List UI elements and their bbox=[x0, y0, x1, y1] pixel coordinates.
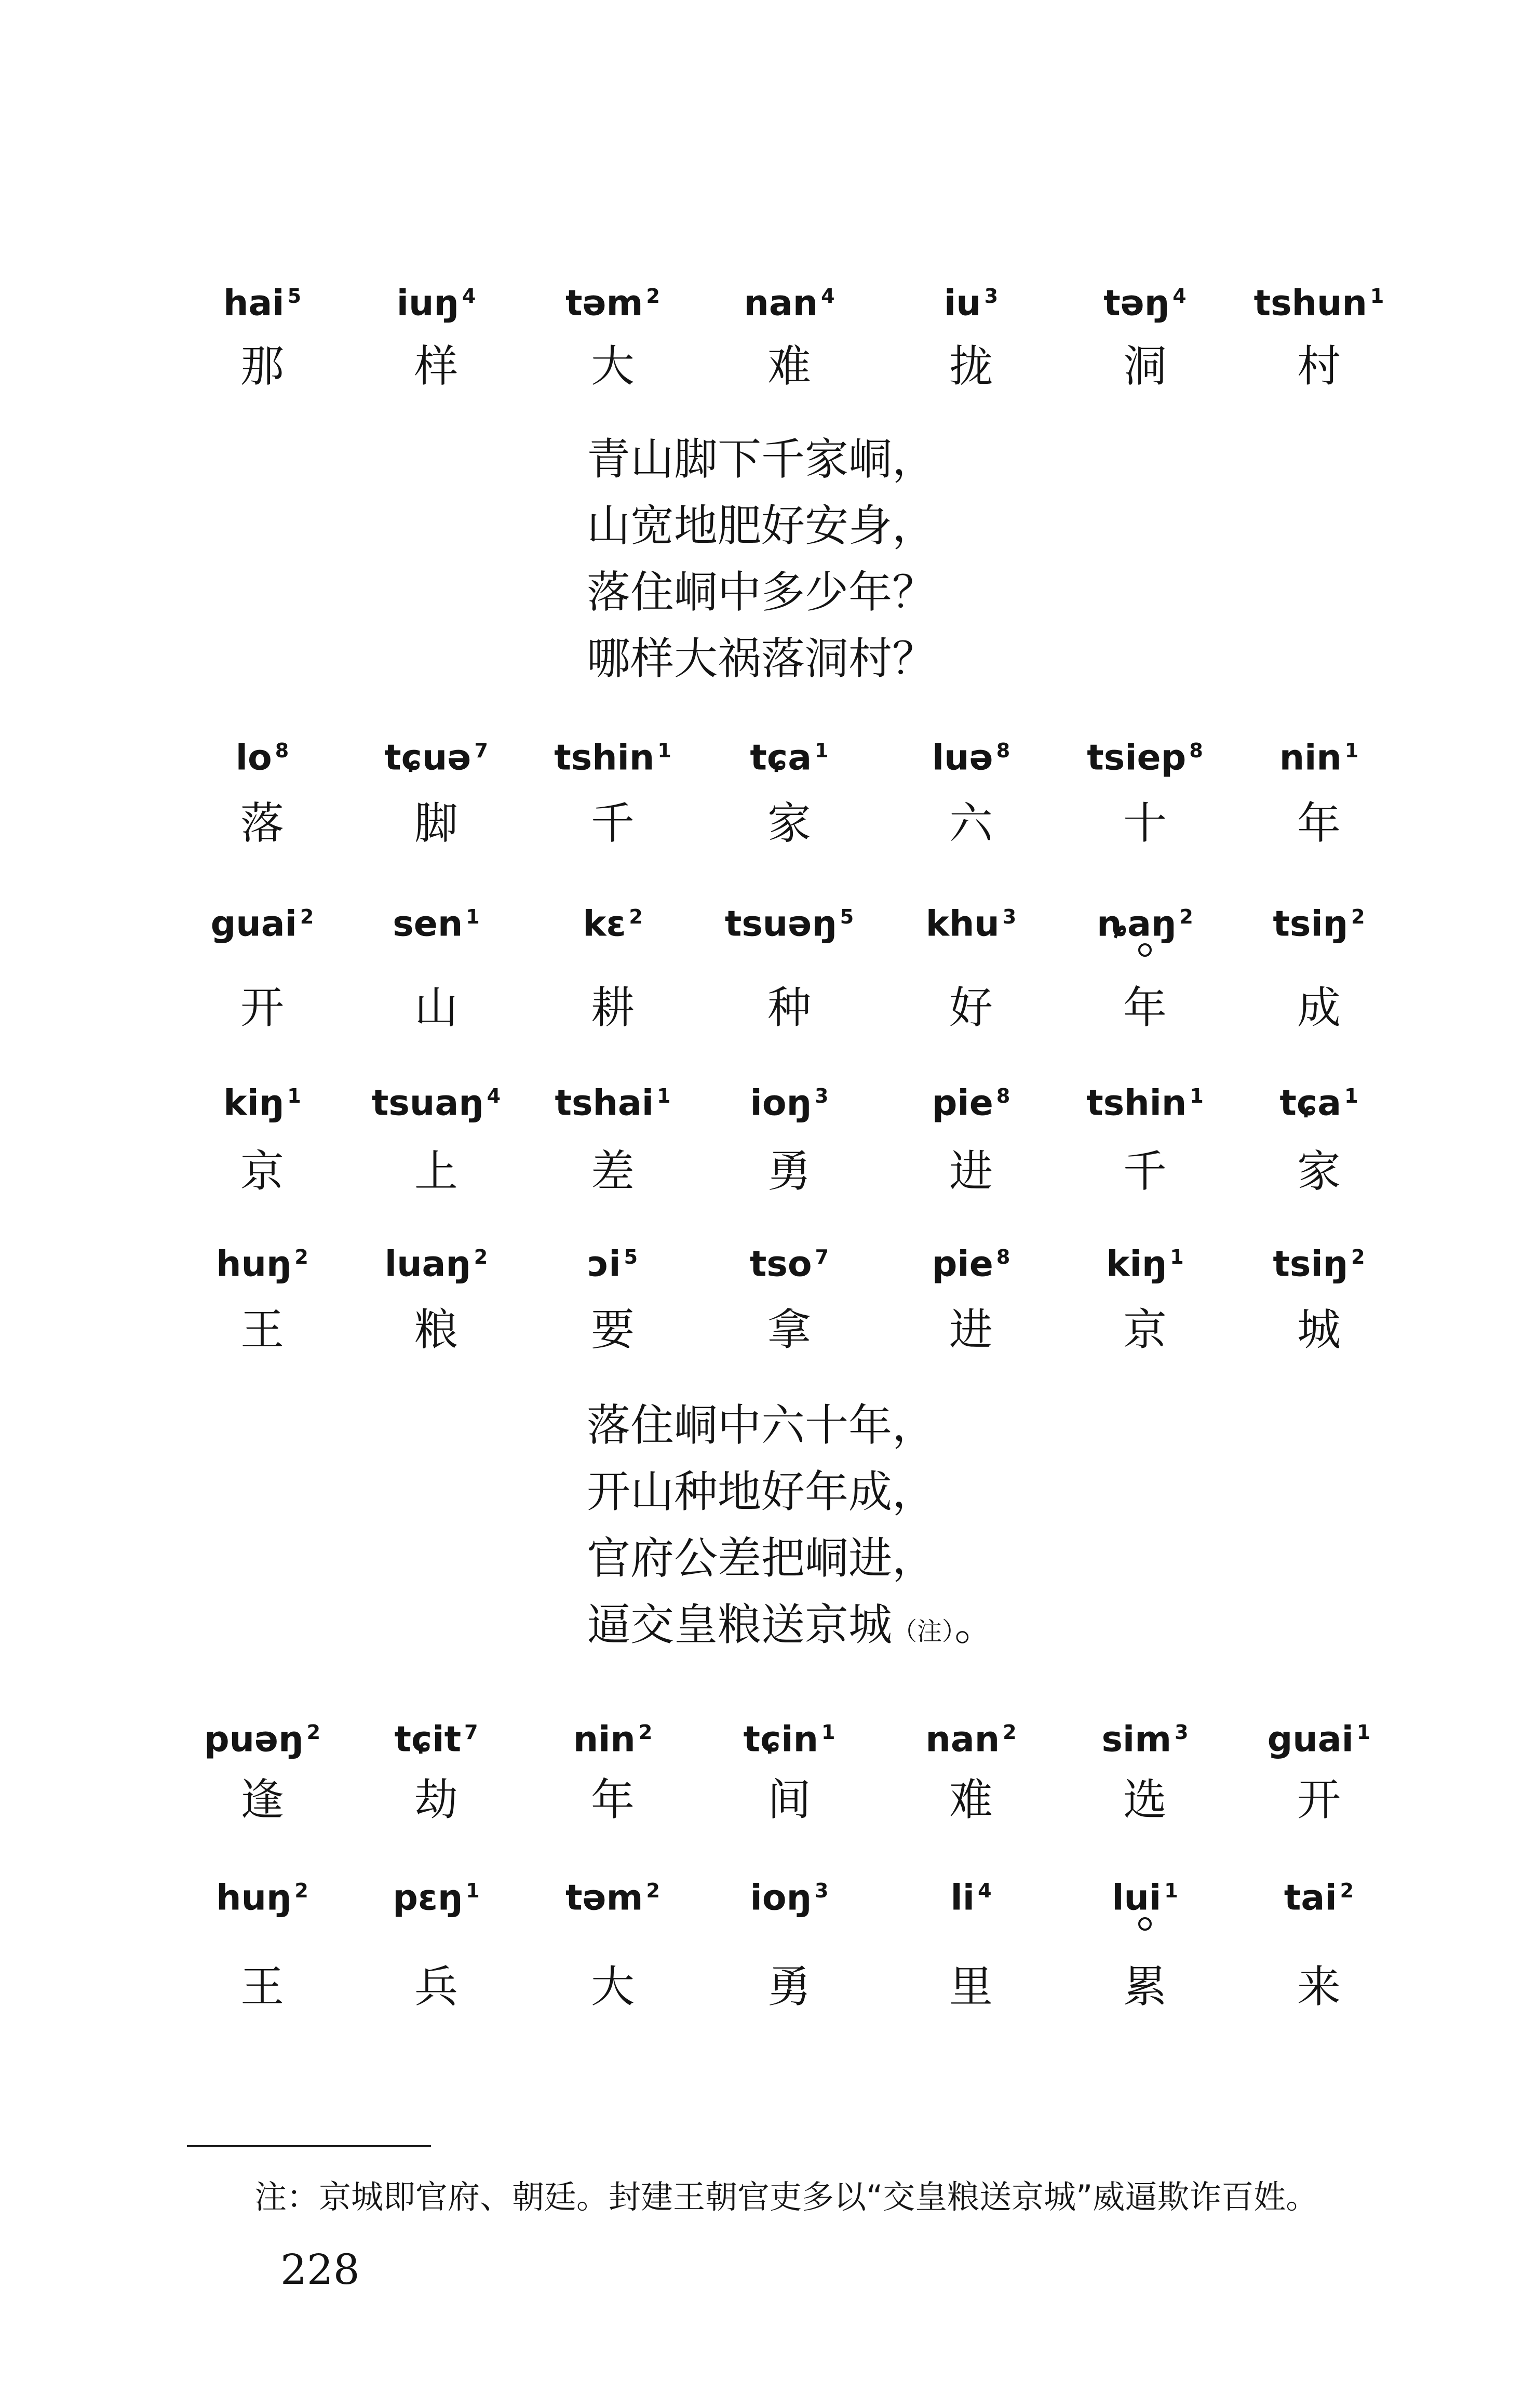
chinese-character: 难 bbox=[767, 341, 811, 392]
chinese-character: 种 bbox=[767, 982, 811, 1033]
chinese-character: 开 bbox=[240, 982, 284, 1033]
syllable: pɛŋ $^1$ bbox=[393, 1877, 480, 1919]
syllable: sen $^1$ bbox=[393, 903, 480, 945]
syllable: nin $^2$ bbox=[573, 1719, 653, 1760]
devoicing-ring-mark bbox=[1138, 1917, 1152, 1931]
footnote-divider bbox=[187, 2145, 431, 2147]
syllable: tsuəŋ $^5$ bbox=[724, 903, 854, 945]
chinese-character: 落 bbox=[240, 798, 284, 849]
pronunciation-row bbox=[0, 1070, 1537, 1127]
chinese-character: 洞 bbox=[1123, 341, 1167, 392]
chinese-character: 王 bbox=[240, 1304, 284, 1355]
syllable: təm $^2$ bbox=[565, 283, 660, 324]
syllable: pie $^8$ bbox=[932, 1082, 1010, 1124]
chinese-character: 王 bbox=[240, 1961, 284, 2012]
syllable: tsiep $^8$ bbox=[1087, 737, 1203, 779]
devoicing-ring-mark bbox=[1138, 943, 1152, 957]
pronunciation-row bbox=[0, 1231, 1537, 1288]
syllable: hai $^5$ bbox=[223, 283, 302, 324]
syllable: ioŋ $^3$ bbox=[750, 1877, 829, 1919]
chinese-character: 成 bbox=[1297, 982, 1341, 1033]
syllable: təm $^2$ bbox=[565, 1877, 660, 1919]
chinese-character: 年 bbox=[1297, 798, 1341, 849]
verse-line: 官府公差把峒进， bbox=[587, 1533, 936, 1584]
chinese-character: 年 bbox=[590, 1774, 635, 1825]
verse-translation bbox=[587, 426, 1210, 692]
character-row bbox=[0, 338, 1537, 395]
character-row bbox=[0, 1143, 1537, 1200]
syllable: luaŋ $^2$ bbox=[384, 1243, 488, 1285]
syllable: lo $^8$ bbox=[235, 737, 289, 779]
syllable: khu $^3$ bbox=[925, 903, 1017, 945]
chinese-character: 城 bbox=[1297, 1304, 1341, 1355]
chinese-character: 粮 bbox=[414, 1304, 458, 1355]
verse-line: 逼交皇粮送京城（注）。 bbox=[587, 1599, 999, 1650]
chinese-character: 样 bbox=[414, 341, 458, 392]
pronunciation-row bbox=[0, 1706, 1537, 1763]
syllable: tshin $^1$ bbox=[1086, 1082, 1204, 1124]
syllable: pie $^8$ bbox=[932, 1243, 1010, 1285]
chinese-character: 来 bbox=[1297, 1961, 1341, 2012]
chinese-character: 勇 bbox=[767, 1961, 811, 2012]
chinese-character: 难 bbox=[949, 1774, 993, 1825]
chinese-character: 耕 bbox=[590, 982, 635, 1033]
syllable: puəŋ $^2$ bbox=[204, 1719, 321, 1760]
chinese-character: 京 bbox=[1123, 1304, 1167, 1355]
character-row bbox=[0, 1771, 1537, 1828]
chinese-character: 劫 bbox=[414, 1774, 458, 1825]
syllable: kiŋ $^1$ bbox=[223, 1082, 301, 1124]
syllable: guai $^2$ bbox=[210, 903, 314, 945]
chinese-character: 千 bbox=[1123, 1146, 1167, 1197]
syllable: tɕit $^7$ bbox=[394, 1719, 478, 1760]
syllable: guai $^1$ bbox=[1267, 1719, 1371, 1760]
syllable: tsuaŋ $^4$ bbox=[371, 1082, 501, 1124]
syllable: tshun $^1$ bbox=[1253, 283, 1384, 324]
chinese-character: 拿 bbox=[767, 1304, 811, 1355]
chinese-character: 村 bbox=[1297, 341, 1341, 392]
chinese-character: 京 bbox=[240, 1146, 284, 1197]
verse-line: 开山种地好年成， bbox=[587, 1466, 936, 1517]
verse-line: 青山脚下千家峒， bbox=[587, 434, 936, 485]
verse-line: 落住峒中多少年？ bbox=[587, 567, 936, 618]
chinese-character: 上 bbox=[414, 1146, 458, 1197]
pronunciation-row bbox=[0, 725, 1537, 782]
verse-translation bbox=[587, 1392, 1210, 1665]
chinese-character: 山 bbox=[414, 982, 458, 1033]
chinese-character: 年 bbox=[1123, 982, 1167, 1033]
syllable: tshai $^1$ bbox=[555, 1082, 671, 1124]
verse-line: 落住峒中六十年， bbox=[587, 1400, 936, 1451]
syllable: tai $^2$ bbox=[1284, 1877, 1354, 1919]
chinese-character: 勇 bbox=[767, 1146, 811, 1197]
syllable: tsiŋ $^2$ bbox=[1273, 1243, 1365, 1285]
chinese-character: 进 bbox=[949, 1146, 993, 1197]
chinese-character: 千 bbox=[590, 798, 635, 849]
syllable: tso $^7$ bbox=[749, 1243, 829, 1285]
character-row bbox=[0, 979, 1537, 1036]
chinese-character: 家 bbox=[767, 798, 811, 849]
syllable: təŋ $^4$ bbox=[1103, 283, 1187, 324]
syllable: kɛ $^2$ bbox=[583, 903, 643, 945]
verse-line: 哪样大祸落洞村？ bbox=[587, 633, 936, 684]
pronunciation-row bbox=[0, 891, 1537, 948]
chinese-character: 六 bbox=[949, 798, 993, 849]
syllable: nan $^4$ bbox=[744, 283, 835, 324]
chinese-character: 那 bbox=[240, 341, 284, 392]
character-row bbox=[0, 1301, 1537, 1358]
syllable: nan $^2$ bbox=[925, 1719, 1017, 1760]
chinese-character: 要 bbox=[590, 1304, 635, 1355]
verse-line: 山宽地肥好安身， bbox=[587, 500, 936, 551]
syllable: sim $^3$ bbox=[1101, 1719, 1189, 1760]
syllable: li $^4$ bbox=[950, 1877, 992, 1919]
chinese-character: 十 bbox=[1123, 798, 1167, 849]
syllable: tɕin $^1$ bbox=[743, 1719, 835, 1760]
syllable: tɕa $^1$ bbox=[1279, 1082, 1358, 1124]
chinese-character: 兵 bbox=[414, 1961, 458, 2012]
chinese-character: 里 bbox=[949, 1961, 993, 2012]
pronunciation-row bbox=[0, 270, 1537, 327]
chinese-character: 拢 bbox=[949, 341, 993, 392]
character-row bbox=[0, 795, 1537, 852]
syllable: ȵaŋ $^2$ bbox=[1059, 891, 1231, 957]
chinese-character: 好 bbox=[949, 982, 993, 1033]
chinese-character: 大 bbox=[590, 341, 635, 392]
page-number: 228 bbox=[280, 2245, 360, 2294]
syllable: iuŋ $^4$ bbox=[396, 283, 476, 324]
syllable: tsiŋ $^2$ bbox=[1273, 903, 1365, 945]
chinese-character: 间 bbox=[767, 1774, 811, 1825]
syllable: nin $^1$ bbox=[1279, 737, 1359, 779]
syllable: kiŋ $^1$ bbox=[1106, 1243, 1184, 1285]
chinese-character: 进 bbox=[949, 1304, 993, 1355]
syllable: huŋ $^2$ bbox=[216, 1877, 308, 1919]
syllable: iu $^3$ bbox=[943, 283, 999, 324]
chinese-character: 脚 bbox=[414, 798, 458, 849]
syllable: huŋ $^2$ bbox=[216, 1243, 308, 1285]
chinese-character: 选 bbox=[1123, 1774, 1167, 1825]
syllable: ɔi $^5$ bbox=[587, 1243, 638, 1285]
footnote: 注：京城即官府、朝廷。封建王朝官吏多以“交皇粮送京城”威逼欺诈百姓。 bbox=[254, 2178, 1318, 2216]
chinese-character: 累 bbox=[1123, 1961, 1167, 2012]
syllable: tɕuə $^7$ bbox=[384, 737, 488, 779]
chinese-character: 开 bbox=[1297, 1774, 1341, 1825]
syllable: ioŋ $^3$ bbox=[750, 1082, 829, 1124]
syllable: lui $^1$ bbox=[1059, 1865, 1231, 1931]
chinese-character: 逢 bbox=[240, 1774, 284, 1825]
syllable: luə $^8$ bbox=[932, 737, 1010, 779]
note-marker: （注） bbox=[892, 1617, 955, 1646]
chinese-character: 差 bbox=[590, 1146, 635, 1197]
syllable: tshin $^1$ bbox=[554, 737, 671, 779]
syllable: tɕa $^1$ bbox=[750, 737, 829, 779]
chinese-character: 家 bbox=[1297, 1146, 1341, 1197]
pronunciation-row bbox=[0, 1865, 1537, 1922]
chinese-character: 大 bbox=[590, 1961, 635, 2012]
character-row bbox=[0, 1958, 1537, 2015]
